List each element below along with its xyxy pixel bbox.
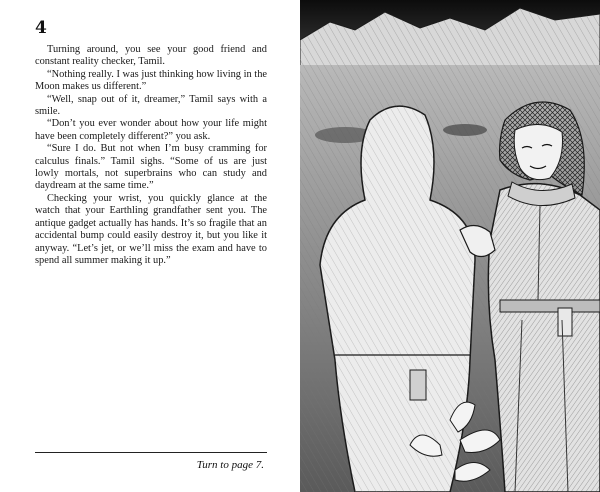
page-number: 4 xyxy=(35,18,47,38)
illustration-sketch xyxy=(300,0,600,492)
paragraph: “Nothing really. I was just thinking how living in the Moon makes us different.” xyxy=(35,68,267,93)
paragraph: Turning around, you see your good friend and constant reality checker, Tamil. xyxy=(35,44,267,68)
pocket-device xyxy=(410,370,426,400)
turn-to-page-link[interactable]: Turn to page 7. xyxy=(196,459,264,471)
illustration-page xyxy=(300,0,600,492)
choice-divider xyxy=(35,452,267,453)
paragraph: Checking your wrist, you quickly glance at the watch that your Earthling grandfather sent you. The antique gadget actually has hands. It’s so fragile that an accidental bump could easily destroy it, but you like it anyway. “Let’s jet, or we’ll miss the exam and have to spend all summer making it up.” xyxy=(35,192,267,266)
paragraph: “Sure I do. But not when I’m busy cramming for calculus finals.” Tamil sighs. “Some of us are just lowly mortals, not superbrains who can study and daydream at the same time.” xyxy=(35,143,267,192)
crater xyxy=(443,124,487,136)
belt xyxy=(500,300,600,312)
story-text xyxy=(35,44,267,267)
paragraph: “Well, snap out of it, dreamer,” Tamil says with a smile. xyxy=(35,93,267,118)
paragraph: “Don’t you ever wonder about how your life might have been completely different?” you ask. xyxy=(35,118,267,142)
